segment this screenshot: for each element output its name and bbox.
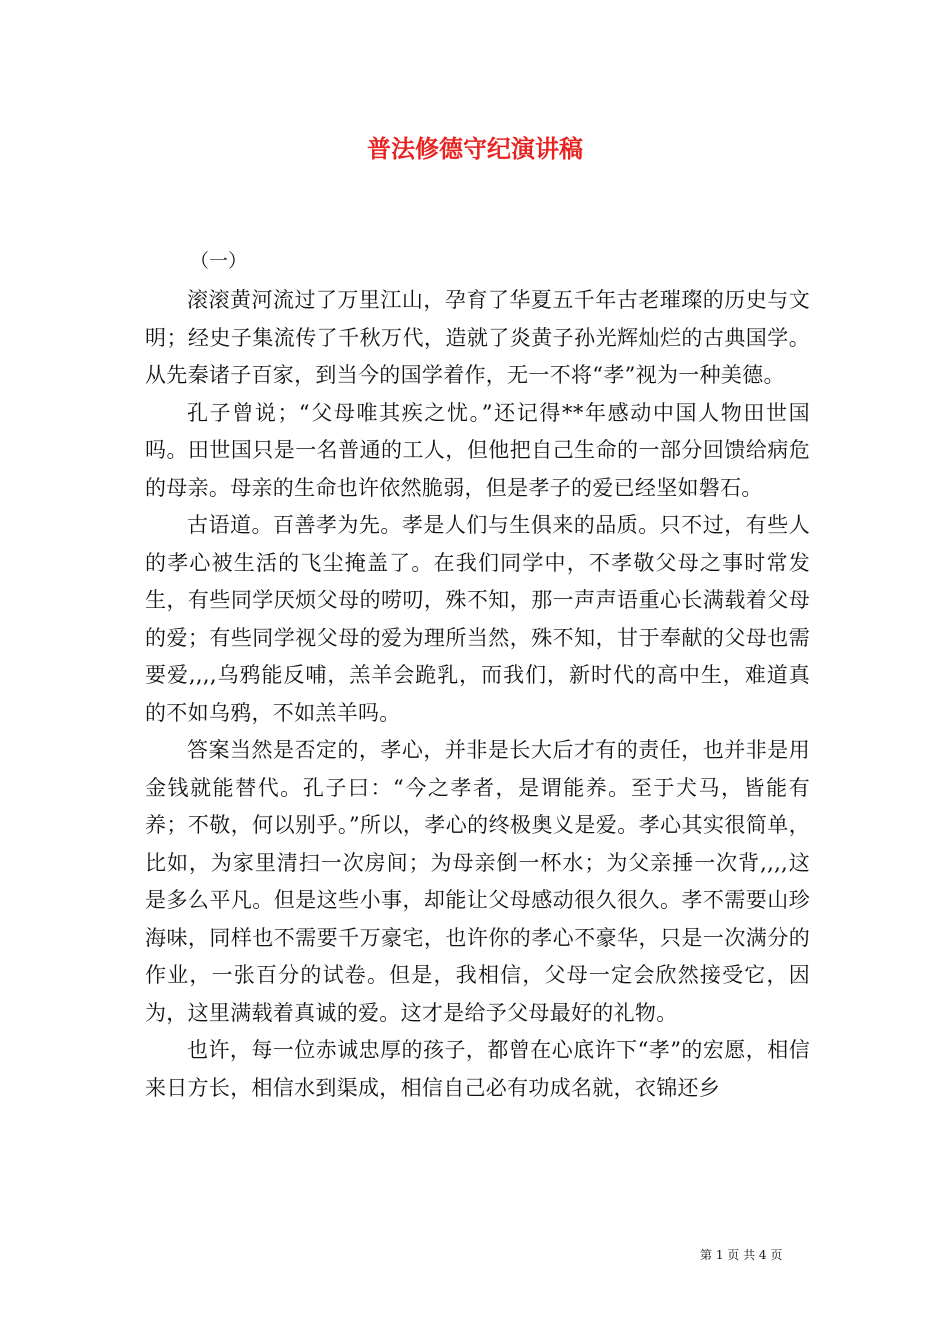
paragraph: 也许，每一位赤诚忠厚的孩子，都曾在心底许下“孝”的宏愿，相信来日方长，相信水到渠成，相信自己必有功成名就，衣锦还乡 [145,1038,810,1100]
document-title: 普法修德守纪演讲稿 [367,134,583,163]
section-marker: （一） [190,250,248,272]
body-text [145,282,810,1107]
paragraph: 滚滚黄河流过了万里江山，孕育了华夏五千年古老璀璨的历史与文明；经史子集流传了千秋万代，造就了炎黄子孙光辉灿烂的古典国学。从先秦诸子百家，到当今的国学着作，无一不将“孝”视为一种美德。 [145,288,810,387]
paragraph: 答案当然是否定的，孝心，并非是长大后才有的责任，也并非是用金钱就能替代。孔子曰：“今之孝者，是谓能养。至于犬马，皆能有养；不敬，何以别乎。”所以，孝心的终极奥义是爱。孝心其实很简单，比如，为家里清扫一次房间；为母亲倒一杯水；为父亲捶一次背,,,,这是多么平凡。但是这些小事，却能让父母感动很久很久。孝不需要山珍海味，同样也不需要千万豪宅，也许你的孝心不豪华，只是一次满分的作业，一张百分的试卷。但是，我相信，父母一定会欣然接受它，因为，这里满载着真诚的爱。这才是给予父母最好的礼物。 [145,738,810,1025]
paragraph: 孔子曾说；“父母唯其疾之忧。”还记得**年感动中国人物田世国吗。田世国只是一名普通的工人，但他把自己生命的一部分回馈给病危的母亲。母亲的生命也许依然脆弱，但是孝子的爱已经坚如磐石。 [145,400,810,500]
page-footer: 第 1 页 共 4 页 [700,1248,783,1262]
paragraph: 古语道。百善孝为先。孝是人们与生俱来的品质。只不过，有些人的孝心被生活的飞尘掩盖了。在我们同学中，不孝敬父母之事时常发生，有些同学厌烦父母的唠叨，殊不知，那一声声语重心长满载着父母的爱；有些同学视父母的爱为理所当然，殊不知，甘于奉献的父母也需要爱,,,,乌鸦能反哺，羔羊会跪乳，而我们，新时代的高中生，难道真的不如乌鸦，不如羔羊吗。 [145,513,810,725]
